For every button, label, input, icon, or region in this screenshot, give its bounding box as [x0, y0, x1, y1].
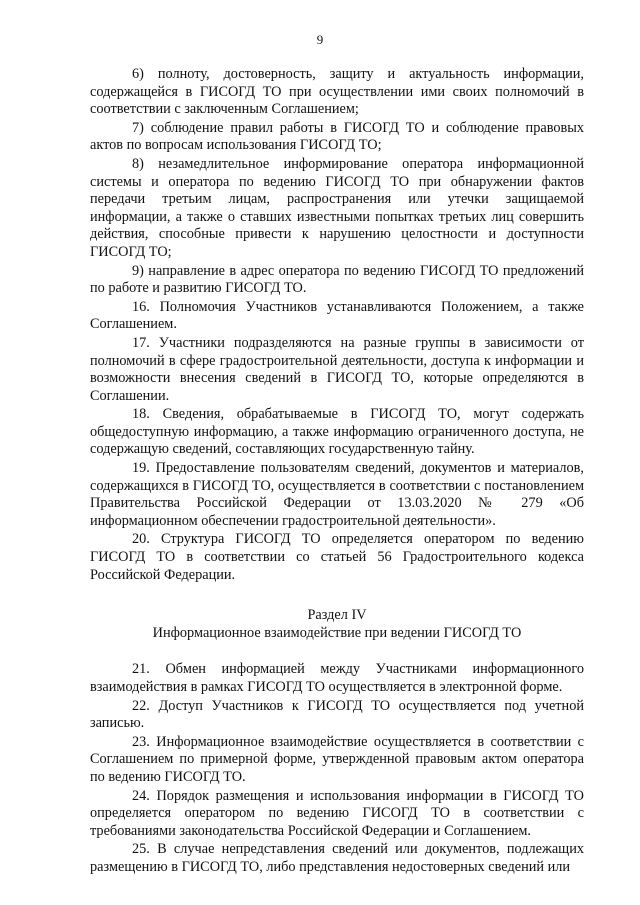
clause-17: 17. Участники подразделяются на разные группы в зависимости от полномочий в сфере градостроительной деятельности, доступа к информации и возможности внесения сведений в ГИСОГД ТО, которые определяются в Соглашении. — [90, 334, 584, 404]
clause-21: 21. Обмен информацией между Участниками информационного взаимодействия в рамках ГИСОГД ТО осуществляется в электронной форме. — [90, 661, 584, 695]
clause-22: 22. Доступ Участников к ГИСОГД ТО осуществляется под учетной записью. — [90, 697, 584, 732]
clause-20: 20. Структура ГИСОГД ТО определяется оператором по ведению ГИСОГД ТО в соответствии со статьей 56 Градостроительного кодекса Российской Федерации. — [90, 531, 584, 583]
section-label: Раздел IV — [307, 607, 367, 624]
clause-25: 25. В случае непредставления сведений или документов, подлежащих размещению в ГИСОГД ТО, либо представления недостоверных сведений или — [90, 841, 584, 875]
clause-16: 16. Полномочия Участников устанавливаются Положением, а также Соглашением. — [90, 298, 584, 333]
list-item-7: 7) соблюдение правил работы в ГИСОГД ТО и соблюдение правовых актов по вопросам использования ГИСОГД ТО; — [90, 119, 584, 154]
clause-19: 19. Предоставление пользователям сведений, документов и материалов, содержащихся в ГИСОГД ТО, осуществляется в соответствии с постановлением Правительства Российской Федерации от 13.03.2020 № 279 «Об информационном обеспечении градостроительной деятельности». — [90, 460, 584, 529]
document-body — [90, 66, 584, 878]
clause-24: 24. Порядок размещения и использования информации в ГИСОГД ТО определяется оператором по ведению ГИСОГД ТО в соответствии с требованиями законодательства Российской Федерации и Соглашением. — [90, 787, 584, 839]
section-title: Информационное взаимодействие при ведении ГИСОГД ТО — [152, 624, 522, 641]
clause-23: 23. Информационное взаимодействие осуществляется в соответствии с Соглашением по примерной форме, утвержденной правовым актом оператора по ведению ГИСОГД ТО. — [90, 733, 584, 785]
list-item-9: 9) направление в адрес оператора по ведению ГИСОГД ТО предложений по работе и развитию ГИСОГД ТО. — [90, 262, 584, 297]
list-item-8: 8) незамедлительное информирование оператора информационной системы и оператора по ведению ГИСОГД ТО при обнаружении фактов передачи третьим лицам, распространения или утечки защищаемой информации, а также о ставших известными попытках третьих лиц совершить действия, способные привести к нарушению целостности и доступности ГИСОГД ТО; — [90, 155, 584, 260]
page-number: 9 — [316, 32, 324, 47]
clause-18: 18. Сведения, обрабатываемые в ГИСОГД ТО, могут содержать общедоступную информацию, а также информацию ограниченного доступа, не содержащую сведений, составляющих государственную тайну. — [90, 406, 584, 458]
list-item-6: 6) полноту, достоверность, защиту и актуальность информации, содержащейся в ГИСОГД ТО при осуществлении ими своих полномочий в соответствии с заключенным Соглашением; — [90, 66, 584, 118]
